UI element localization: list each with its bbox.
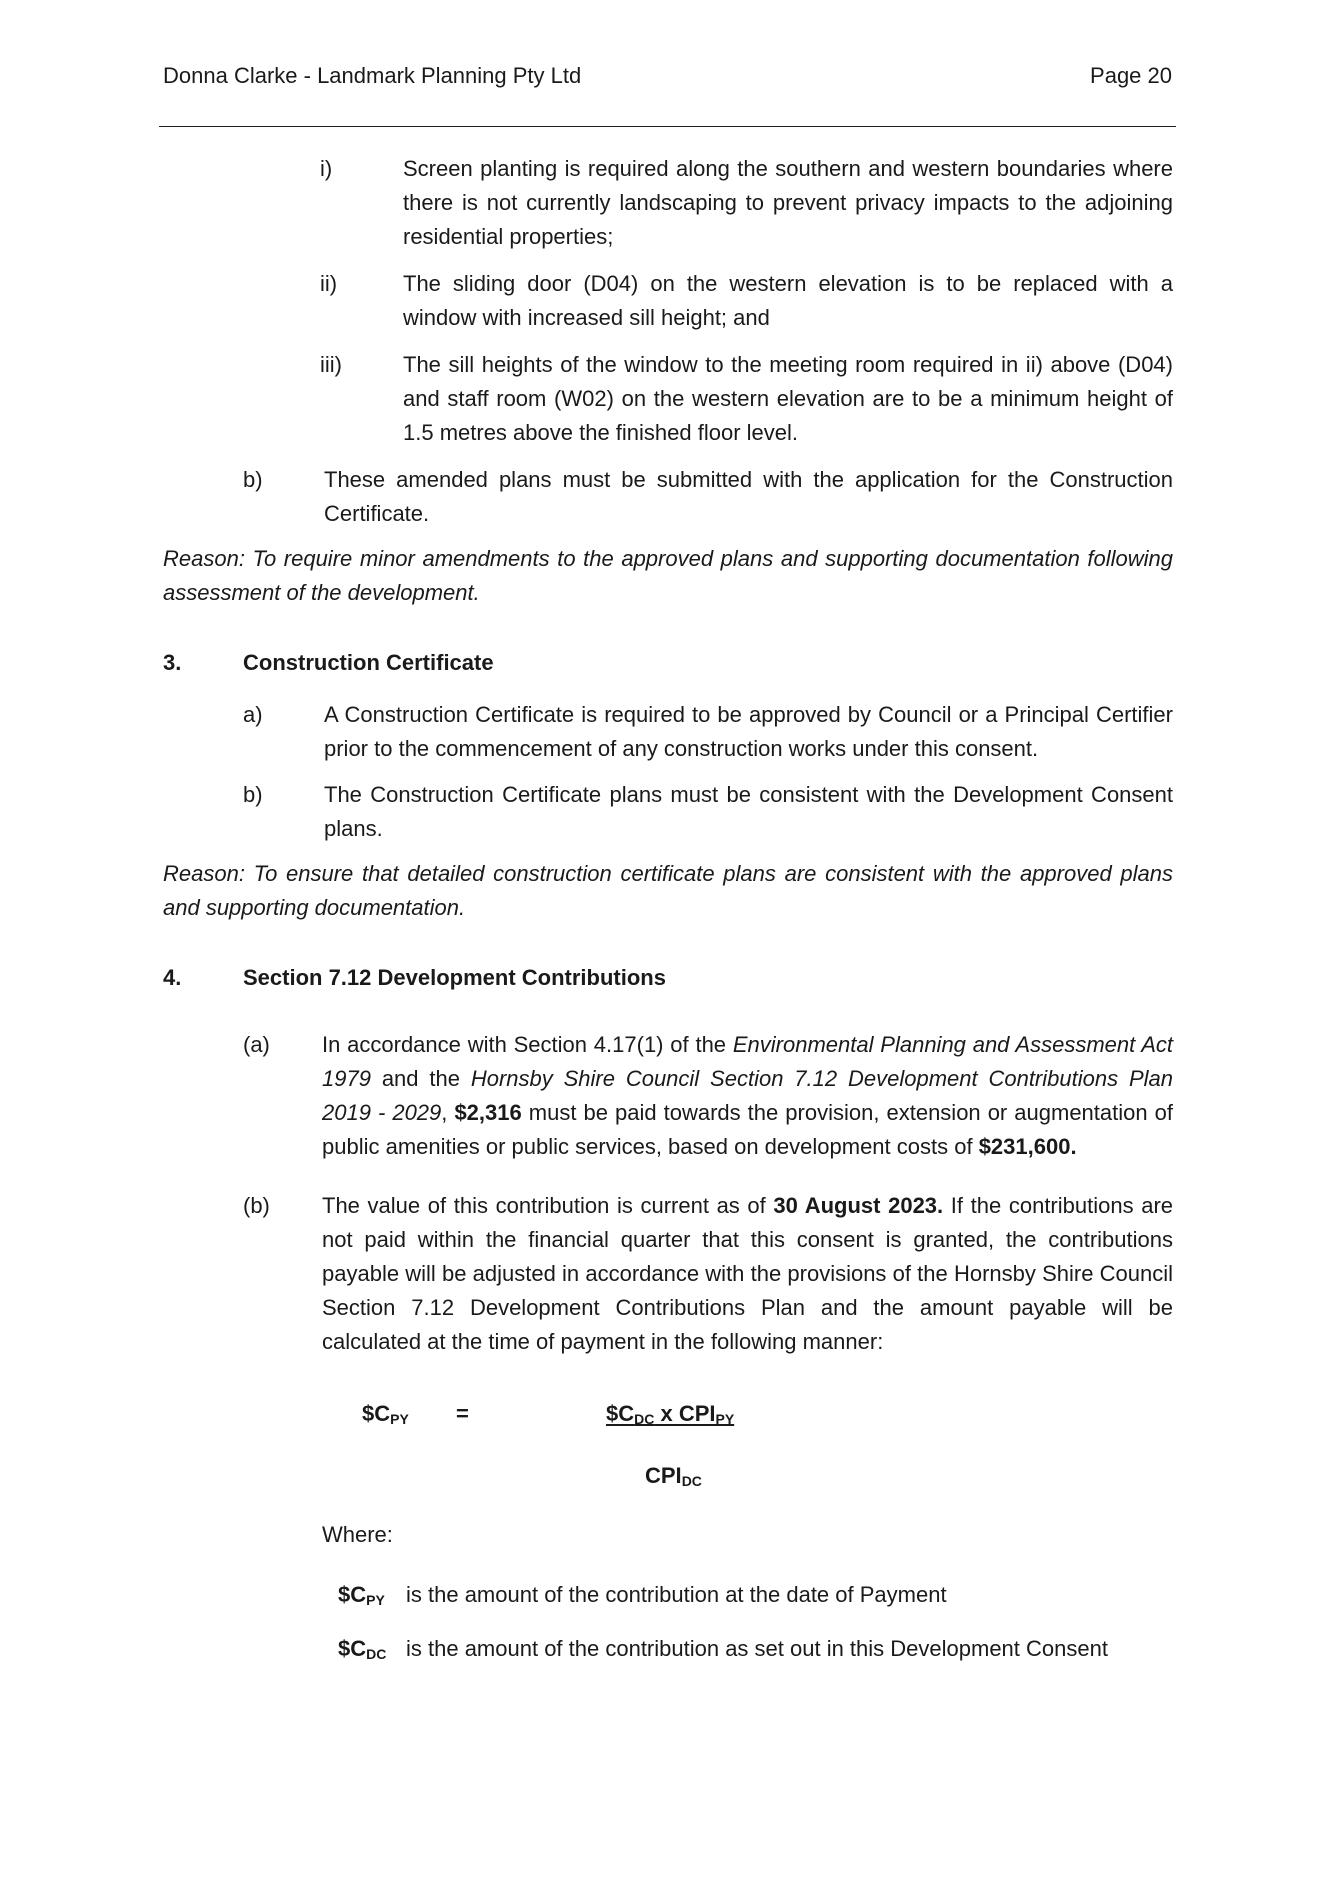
list-item-4b: The value of this contribution is current as of 30 August 2023. If the contributions are not paid within the financial quarter that this consent is granted, the contributions payable will be adjusted in accordance with the provisions of the Hornsby Shire Council Section 7.12 Development Contributions Plan and the amount payable will be calculated at the time of payment in the following manner: bbox=[322, 1193, 1174, 1354]
reason-text: Reason: To require minor amendments to the approved plans and supporting documentation following assessment of the development. bbox=[163, 546, 1173, 605]
list-item-b: These amended plans must be submitted with the application for the Construction Certificate. bbox=[324, 467, 1173, 526]
list-item-ii: The sliding door (D04) on the western elevation is to be replaced with a window with increased sill height; and bbox=[403, 271, 1173, 330]
section-title-4: Section 7.12 Development Contributions bbox=[243, 965, 666, 990]
header-divider bbox=[159, 126, 1176, 127]
formula-numerator: $\$C_{DC}$ x $CPI_{PY}$ bbox=[606, 1401, 735, 1427]
section-title-3: Construction Certificate bbox=[243, 650, 494, 675]
page-header-title: Donna Clarke - Landmark Planning Pty Ltd bbox=[163, 63, 582, 88]
reason-text-3: Reason: To ensure that detailed construction certificate plans are consistent with the approved plans and supporting documentation. bbox=[163, 861, 1173, 920]
list-label-3b: b) bbox=[243, 782, 263, 807]
list-label-ii: ii) bbox=[320, 271, 338, 296]
list-item-4a: In accordance with Section 4.17(1) of the Environmental Planning and Assessment Act 1979 and the Hornsby Shire Council Section 7.12 Development Contributions Plan 2019 - 2029, $2,316 must be paid towards the provision, extension or augmentation of public amenities or public services, based on development costs of $231,600. bbox=[322, 1032, 1173, 1159]
list-item-3b: The Construction Certificate plans must be consistent with the Development Consent plans. bbox=[324, 782, 1173, 841]
definition-symbol-cdc: $\$C_{DC}$ bbox=[338, 1636, 387, 1662]
formula-equals: = bbox=[456, 1401, 469, 1426]
list-label-iii: iii) bbox=[320, 352, 342, 377]
where-label: Where: bbox=[322, 1522, 393, 1547]
formula-denominator: $CPI_{DC}$ bbox=[645, 1463, 702, 1489]
formula-lhs: $\$C_{PY}$ bbox=[362, 1401, 409, 1427]
definition-text-cdc: is the amount of the contribution as set out in this Development Consent bbox=[406, 1636, 1108, 1661]
list-label-4b: (b) bbox=[243, 1193, 270, 1218]
list-item-i: Screen planting is required along the southern and western boundaries where there is not currently landscaping to prevent privacy impacts to the adjoining residential properties; bbox=[403, 156, 1173, 249]
definition-text-cpy: is the amount of the contribution at the date of Payment bbox=[406, 1582, 947, 1607]
list-item-iii: The sill heights of the window to the meeting room required in ii) above (D04) and staff room (W02) on the western elevation are to be a minimum height of 1.5 metres above the finished floor level. bbox=[403, 352, 1173, 445]
list-item-3a: A Construction Certificate is required to be approved by Council or a Principal Certifier prior to the commencement of any construction works under this consent. bbox=[324, 702, 1173, 761]
list-label-i: i) bbox=[320, 156, 333, 181]
list-label-b: b) bbox=[243, 467, 263, 492]
list-label-3a: a) bbox=[243, 702, 263, 727]
list-label-4a: (a) bbox=[243, 1032, 270, 1057]
section-number-3: 3. bbox=[163, 650, 182, 675]
section-number-4: 4. bbox=[163, 965, 182, 990]
page-number: Page 20 bbox=[1090, 63, 1172, 88]
definition-symbol-cpy: $\$C_{PY}$ bbox=[338, 1582, 385, 1608]
